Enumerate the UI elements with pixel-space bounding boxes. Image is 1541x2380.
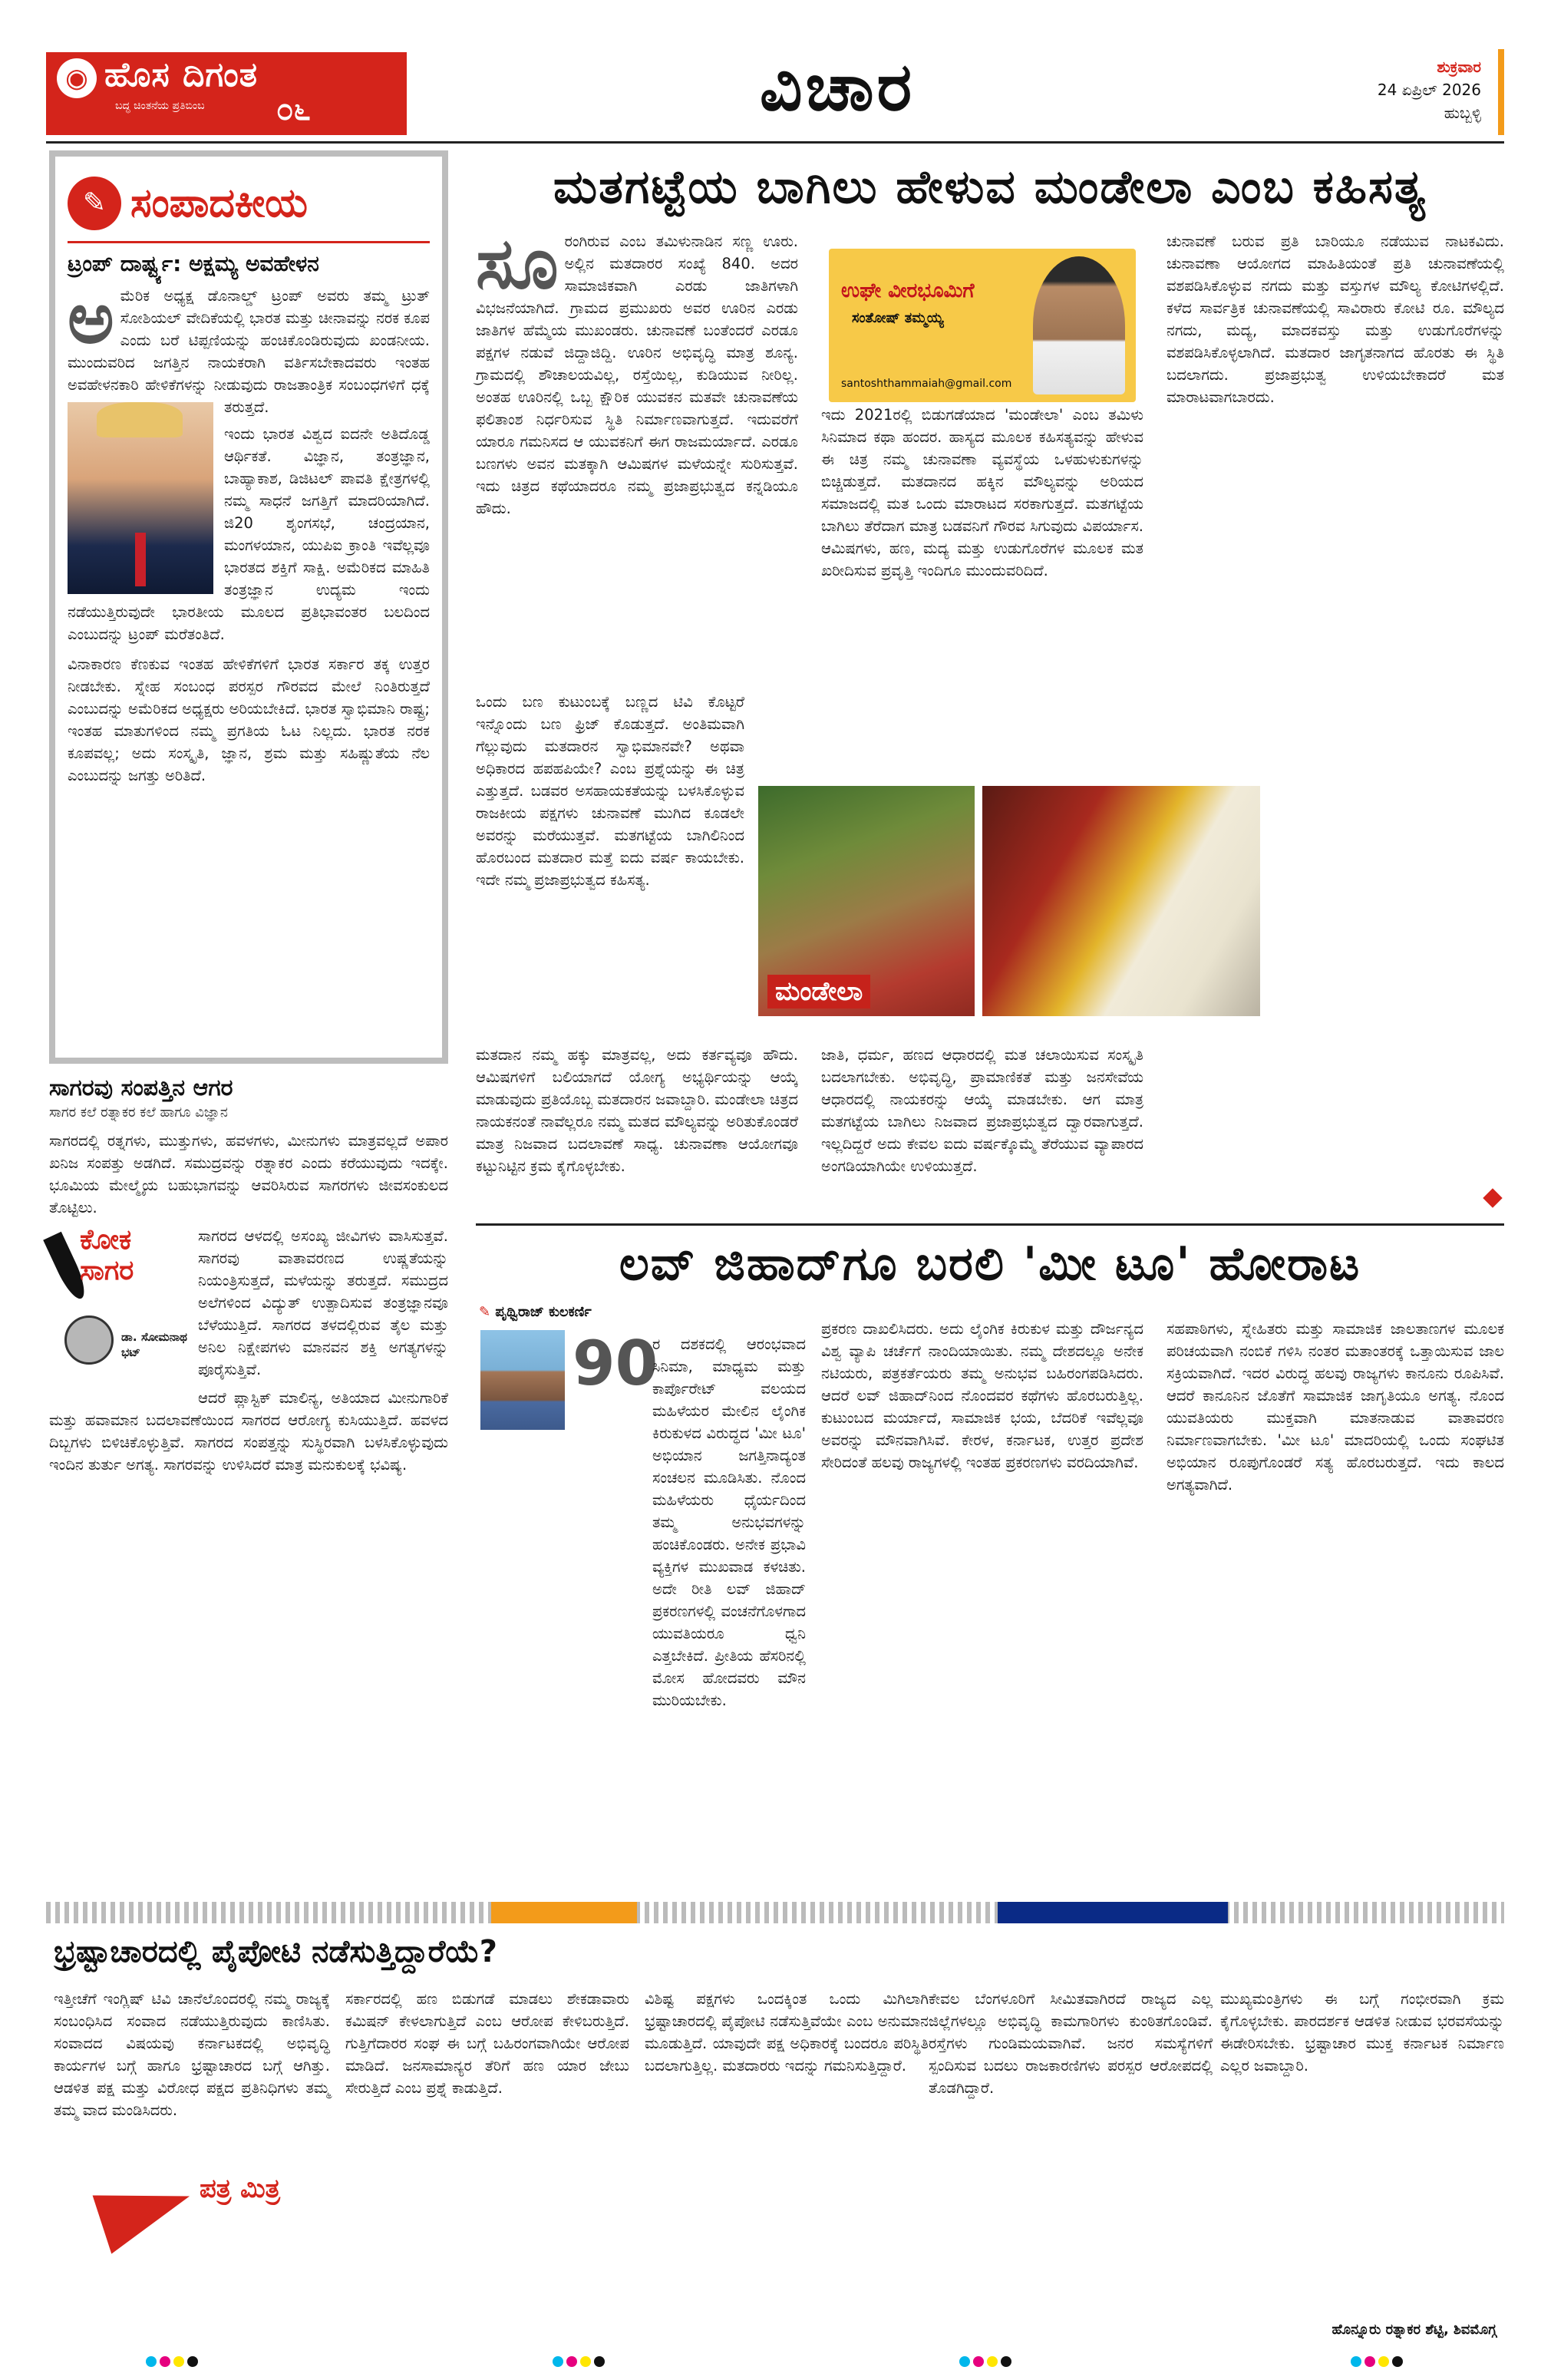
masthead	[46, 49, 1504, 141]
registration-marks-2	[553, 2356, 605, 2367]
article-love-jihad-author: ಪೃಥ್ವಿರಾಜ್ ಕುಲಕರ್ಣಿ	[495, 1304, 592, 1320]
day: ಶುಕ್ರವಾರ	[1437, 58, 1481, 76]
letters-signoff: ಹೊನ್ನೂರು ರತ್ನಾಕರ ಶೆಟ್ಟಿ, ಶಿವಮೊಗ್ಗ	[1331, 2322, 1496, 2338]
paper-plane-icon	[93, 2167, 200, 2253]
editorial-dropcap: ಅ	[68, 277, 114, 359]
letters-text-4: ಕೇವಲ ಬೆಂಗಳೂರಿಗೆ ಸೀಮಿತವಾಗಿರದೆ ರಾಜ್ಯದ ಎಲ್ಲ ಜಿಲ್ಲೆಗಳಲ್ಲೂ ಅಭಿವೃದ್ಧಿ ಕಾಮಗಾರಿಗಳು ಕುಂಠಿತಗೊಂಡಿವೆ. ರಸ್ತೆಗಳು ಗುಂಡಿಮಯವಾಗಿವೆ. ಜನರ ಸಮಸ್ಯೆಗಳಿಗೆ ಸ್ಪಂದಿಸುವ ಬದಲು ರಾಜಕಾರಣಿಗಳು ಪರಸ್ಪರ ಆರೋಪದಲ್ಲಿ ತೊಡಗಿದ್ದಾರೆ.	[929, 1990, 1213, 2097]
article-love-jihad-byline	[479, 1304, 592, 1320]
article-mandela-col-6	[821, 1044, 1143, 1177]
editorial-label	[68, 177, 430, 230]
article-mandela-text-1: ರಂಗಿರುವ ಎಂಬ ತಮಿಳುನಾಡಿನ ಸಣ್ಣ ಊರು. ಅಲ್ಲಿನ ಮತದಾರರ ಸಂಖ್ಯೆ 840. ಅದರ ಸಾಮಾಜಿಕವಾಗಿ ಎರಡು ಜಾತಿಗಳಾಗಿ ವಿಭಜನೆಯಾಗಿದೆ. ಗ್ರಾಮದ ಪ್ರಮುಖರು ಅವರ ಊರಿನ ಎರಡು ಜಾತಿಗಳ ಹೆಮ್ಮೆಯ ಮುಖಂಡರು. ಚುನಾವಣೆ ಬಂತೆಂದರೆ ಎರಡೂ ಪಕ್ಷಗಳ ನಡುವೆ ಜಿದ್ದಾಜಿದ್ದಿ. ಊರಿನ ಅಭಿವೃದ್ಧಿ ಮಾತ್ರ ಶೂನ್ಯ. ಗ್ರಾಮದಲ್ಲಿ ಶೌಚಾಲಯವಿಲ್ಲ, ರಸ್ತೆಯಿಲ್ಲ, ಕುಡಿಯುವ ನೀರಿಲ್ಲ. ಅಂತಹ ಊರಿನಲ್ಲಿ ಒಬ್ಬ ಕ್ಷೌರಿಕ ಯುವಕನ ಮತವೇ ಚುನಾವಣೆಯ ಫಲಿತಾಂಶ ನಿರ್ಧರಿಸುವ ಸ್ಥಿತಿ ನಿರ್ಮಾಣವಾಗುತ್ತದೆ. ಇದುವರೆಗೆ ಯಾರೂ ಗಮನಿಸದ ಆ ಯುವಕನಿಗೆ ಈಗ ರಾಜಮರ್ಯಾದೆ. ಎರಡೂ ಬಣಗಳು ಅವನ ಮತಕ್ಕಾಗಿ ಆಮಿಷಗಳ ಮಳೆಯನ್ನೇ ಸುರಿಸುತ್ತವೆ. ಇದು ಚಿತ್ರದ ಕಥೆಯಾದರೂ ನಮ್ಮ ಪ್ರಜಾಪ್ರಭುತ್ವದ ಕನ್ನಡಿಯೂ ಹೌದು.	[476, 233, 798, 517]
article-love-jihad-dropcap: 90	[573, 1328, 658, 1399]
columnist-name: ಸಂತೋಷ್ ತಮ್ಮಯ್ಯ	[852, 310, 944, 326]
editorial-rule	[68, 241, 430, 243]
article-end-icon	[1483, 1188, 1502, 1207]
side-story-body	[49, 1130, 448, 1476]
date: 24 ಏಪ್ರಿಲ್ 2026	[1377, 81, 1481, 99]
movie-title: ಮಂಡೇಲಾ	[767, 975, 870, 1008]
registration-marks-3	[959, 2356, 1011, 2367]
letters-col-2	[345, 1988, 629, 2099]
patra-mitra-badge	[100, 2164, 292, 2256]
article-mandela-col-4	[476, 691, 744, 891]
patra-mitra-label: ಪತ್ರ ಮಿತ್ರ	[200, 2174, 281, 2204]
letters-text-2: ಸರ್ಕಾರದಲ್ಲಿ ಹಣ ಬಿಡುಗಡೆ ಮಾಡಲು ಶೇಕಡಾವಾರು ಕಮಿಷನ್ ಕೇಳಲಾಗುತ್ತಿದೆ ಎಂಬ ಆರೋಪ ಕೇಳಿಬರುತ್ತಿದೆ. ಗುತ್ತಿಗೆದಾರರ ಸಂಘ ಈ ಬಗ್ಗೆ ಬಹಿರಂಗವಾಗಿಯೇ ಆರೋಪ ಮಾಡಿದೆ. ಜನಸಾಮಾನ್ಯರ ತೆರಿಗೆ ಹಣ ಯಾರ ಜೇಬು ಸೇರುತ್ತಿದೆ ಎಂಬ ಪ್ರಶ್ನೆ ಕಾಡುತ್ತಿದೆ.	[345, 1990, 629, 2097]
side-story-paragraph-1: ಸಾಗರದಲ್ಲಿ ರತ್ನಗಳು, ಮುತ್ತುಗಳು, ಹವಳಗಳು, ಮೀನುಗಳು ಮಾತ್ರವಲ್ಲದೆ ಅಪಾರ ಖನಿಜ ಸಂಪತ್ತು ಅಡಗಿದೆ. ಸಮುದ್ರವನ್ನು ರತ್ನಾಕರ ಎಂದು ಕರೆಯುವುದು ಇದಕ್ಕೇ. ಭೂಮಿಯ ಮೇಲ್ಮೈಯ ಬಹುಭಾಗವನ್ನು ಆವರಿಸಿರುವ ಸಾಗರಗಳು ಜೀವಸಂಕುಲದ ತೊಟ್ಟಿಲು.	[49, 1132, 448, 1216]
article-mandela-dropcap: ಸೂ	[476, 223, 559, 305]
letters-col-3	[645, 1988, 929, 2077]
article-mandela	[476, 150, 1504, 1217]
article-love-jihad-text-2: ಪ್ರಕರಣ ದಾಖಲಿಸಿದರು. ಅದು ಲೈಂಗಿಕ ಕಿರುಕುಳ ಮತ್ತು ದೌರ್ಜನ್ಯದ ವಿಶ್ವ ವ್ಯಾಪಿ ಚರ್ಚೆಗೆ ನಾಂದಿಯಾಯಿತು. ನಮ್ಮ ದೇಶದಲ್ಲೂ ಅನೇಕ ನಟಿಯರು, ಪತ್ರಕರ್ತೆಯರು ತಮ್ಮ ಅನುಭವ ಬಹಿರಂಗಪಡಿಸಿದರು. ಆದರೆ ಲವ್ ಜಿಹಾದ್‌ನಿಂದ ನೊಂದವರ ಕಥೆಗಳು ಹೊರಬರುತ್ತಿಲ್ಲ. ಕುಟುಂಬದ ಮರ್ಯಾದೆ, ಸಾಮಾಜಿಕ ಭಯ, ಬೆದರಿಕೆ ಇವೆಲ್ಲವೂ ಅವರನ್ನು ಮೌನವಾಗಿಸಿವೆ. ಕೇರಳ, ಕರ್ನಾಟಕ, ಉತ್ತರ ಪ್ರದೇಶ ಸೇರಿದಂತೆ ಹಲವು ರಾಜ್ಯಗಳಲ್ಲಿ ಇಂತಹ ಪ್ರಕರಣಗಳು ವರದಿಯಾಗಿವೆ.	[821, 1320, 1143, 1471]
brand-tagline: ಬದ್ಧ ಚಿಂತನೆಯ ಪ್ರತಿಬಿಂಬ	[115, 100, 205, 112]
side-story	[49, 1074, 448, 1888]
article-mandela-text-6: ಜಾತಿ, ಧರ್ಮ, ಹಣದ ಆಧಾರದಲ್ಲಿ ಮತ ಚಲಾಯಿಸುವ ಸಂಸ್ಕೃತಿ ಬದಲಾಗಬೇಕು. ಅಭಿವೃದ್ಧಿ, ಪ್ರಾಮಾಣಿಕತೆ ಮತ್ತು ಜನಸೇವೆಯ ಆಧಾರದಲ್ಲಿ ನಾಯಕರನ್ನು ಆಯ್ಕೆ ಮಾಡಬೇಕು. ಆಗ ಮಾತ್ರ ಮತಗಟ್ಟೆಯ ಬಾಗಿಲು ನಿಜವಾದ ಪ್ರಜಾಪ್ರಭುತ್ವದ ದ್ವಾರವಾಗುತ್ತದೆ. ಇಲ್ಲದಿದ್ದರೆ ಅದು ಕೇವಲ ಐದು ವರ್ಷಕ್ಕೊಮ್ಮೆ ತೆರೆಯುವ ವ್ಯಾಪಾರದ ಅಂಗಡಿಯಾಗಿಯೇ ಉಳಿಯುತ್ತದೆ.	[821, 1046, 1143, 1175]
letters-col-4	[929, 1988, 1213, 2099]
editorial-paragraph-1: ಮೆರಿಕ ಅಧ್ಯಕ್ಷ ಡೊನಾಲ್ಡ್ ಟ್ರಂಪ್ ಅವರು ತಮ್ಮ ಟ್ರುತ್ ಸೋಶಿಯಲ್ ವೇದಿಕೆಯಲ್ಲಿ ಭಾರತ ಮತ್ತು ಚೀನಾವನ್ನು ನರಕ ಕೂಪ ಎಂದು ಬರೆ ಟಿಪ್ಪಣಿಯನ್ನು ಹಂಚಿಕೊಂಡಿರುವುದು ಖಂಡನೀಯ. ಮುಂದುವರಿದ ಜಗತ್ತಿನ ನಾಯಕರಾಗಿ ವರ್ತಿಸಬೇಕಾದವರು ಇಂತಹ ಅವಹೇಳನಕಾರಿ ಹೇಳಿಕೆಗಳನ್ನು ನೀಡುವುದು ರಾಜತಾಂತ್ರಿಕ ಸಂಬಂಧಗಳಿಗೆ ಧಕ್ಕೆ ತರುತ್ತದೆ.	[68, 287, 430, 416]
column-badge	[49, 1225, 187, 1386]
movie-poster-photo	[758, 786, 975, 1016]
article-love-jihad	[476, 1223, 1504, 1883]
side-story-paragraph-2: ಸಾಗರದ ಆಳದಲ್ಲಿ ಅಸಂಖ್ಯ ಜೀವಿಗಳು ವಾಸಿಸುತ್ತವೆ. ಸಾಗರವು ವಾತಾವರಣದ ಉಷ್ಣತೆಯನ್ನು ನಿಯಂತ್ರಿಸುತ್ತದೆ, ಮಳೆಯನ್ನು ತರುತ್ತದೆ. ಸಮುದ್ರದ ಅಲೆಗಳಿಂದ ವಿದ್ಯುತ್ ಉತ್ಪಾದಿಸುವ ತಂತ್ರಜ್ಞಾನವೂ ಬೆಳೆಯುತ್ತಿದೆ. ಸಾಗರದ ತಳದಲ್ಲಿರುವ ತೈಲ ಮತ್ತು ಅನಿಲ ನಿಕ್ಷೇಪಗಳು ಮಾನವನ ಶಕ್ತಿ ಅಗತ್ಯಗಳನ್ನು ಪೂರೈಸುತ್ತಿವೆ.	[198, 1227, 448, 1378]
article-love-jihad-col-3	[1166, 1318, 1504, 1496]
letters-text-1: ಇತ್ತೀಚೆಗೆ ಇಂಗ್ಲಿಷ್ ಟಿವಿ ಚಾನೆಲೊಂದರಲ್ಲಿ ನಮ್ಮ ರಾಜ್ಯಕ್ಕೆ ಸಂಬಂಧಿಸಿದ ಸಂವಾದ ನಡೆಯುತ್ತಿರುವುದು ಕಾಣಿಸಿತು. ಸಂವಾದದ ವಿಷಯವು ಕರ್ನಾಟಕದಲ್ಲಿ ಅಭಿವೃದ್ಧಿ ಕಾರ್ಯಗಳ ಬಗ್ಗೆ ಹಾಗೂ ಭ್ರಷ್ಟಾಚಾರದ ಬಗ್ಗೆ ಆಗಿತ್ತು. ಆಡಳಿತ ಪಕ್ಷ ಮತ್ತು ವಿರೋಧ ಪಕ್ಷದ ಪ್ರತಿನಿಧಿಗಳು ತಮ್ಮ ತಮ್ಮ ವಾದ ಮಂಡಿಸಿದರು.	[54, 1990, 330, 2119]
article-love-jihad-text-3: ಸಹಪಾಠಿಗಳು, ಸ್ನೇಹಿತರು ಮತ್ತು ಸಾಮಾಜಿಕ ಜಾಲತಾಣಗಳ ಮೂಲಕ ಪರಿಚಯವಾಗಿ ನಂಬಿಕೆ ಗಳಿಸಿ ನಂತರ ಮತಾಂತರಕ್ಕೆ ಒತ್ತಾಯಿಸುವ ಜಾಲ ಸಕ್ರಿಯವಾಗಿದೆ. ಇದರ ವಿರುದ್ಧ ಹಲವು ರಾಜ್ಯಗಳು ಕಾನೂನು ರೂಪಿಸಿವೆ. ಆದರೆ ಕಾನೂನಿನ ಜೊತೆಗೆ ಸಾಮಾಜಿಕ ಜಾಗೃತಿಯೂ ಅಗತ್ಯ. ನೊಂದ ಯುವತಿಯರು ಮುಕ್ತವಾಗಿ ಮಾತನಾಡುವ ವಾತಾವರಣ ನಿರ್ಮಾಣವಾಗಬೇಕು. 'ಮೀ ಟೂ' ಮಾದರಿಯಲ್ಲಿ ಒಂದು ಸಂಘಟಿತ ಅಭಿಯಾನ ರೂಪುಗೊಂಡರೆ ಸತ್ಯ ಹೊರಬರುತ್ತದೆ. ಇದು ಕಾಲದ ಅಗತ್ಯವಾಗಿದೆ.	[1166, 1320, 1504, 1494]
columnist-box	[829, 249, 1136, 402]
side-story-subhead: ಸಾಗರ ಕಲೆ ರತ್ನಾಕರ ಕಲೆ ಹಾಗೂ ವಿಜ್ಞಾನ	[49, 1104, 228, 1121]
side-story-headline: ಸಾಗರವು ಸಂಪತ್ತಿನ ಆಗರ	[49, 1074, 233, 1101]
divider-orange-segment	[491, 1902, 637, 1923]
masthead-divider	[46, 141, 1504, 144]
editorial-label-text: ಸಂಪಾದಕೀಯ	[130, 180, 308, 226]
registration-marks-1	[146, 2356, 198, 2367]
column-badge-title: ಕೋಕ ಸಾಗರ	[80, 1224, 134, 1286]
article-love-jihad-col-1a	[652, 1333, 806, 1712]
brand-name: ಹೊಸ ದಿಗಂತ	[104, 55, 259, 94]
editorial-paragraph-2: ಇಂದು ಭಾರತ ವಿಶ್ವದ ಐದನೇ ಅತಿದೊಡ್ಡ ಆರ್ಥಿಕತೆ. ವಿಜ್ಞಾನ, ತಂತ್ರಜ್ಞಾನ, ಬಾಹ್ಯಾಕಾಶ, ಡಿಜಿಟಲ್ ಪಾವತಿ ಕ್ಷೇತ್ರಗಳಲ್ಲಿ ನಮ್ಮ ಸಾಧನೆ ಜಗತ್ತಿಗೆ ಮಾದರಿಯಾಗಿದೆ. ಜಿ20 ಶೃಂಗಸಭೆ, ಚಂದ್ರಯಾನ, ಮಂಗಳಯಾನ, ಯುಪಿಐ ಕ್ರಾಂತಿ ಇವೆಲ್ಲವೂ ಭಾರತದ ಶಕ್ತಿಗೆ ಸಾಕ್ಷಿ. ಅಮೆರಿಕದ ಮಾಹಿತಿ ತಂತ್ರಜ್ಞಾನ ಉದ್ಯಮ ಇಂದು ನಡೆಯುತ್ತಿರುವುದೇ ಭಾರತೀಯ ಮೂಲದ ಪ್ರತಿಭಾವಂತರ ಬಲದಿಂದ ಎಂಬುದನ್ನು ಟ್ರಂಪ್ ಮರೆತಂತಿದೆ.	[68, 425, 430, 643]
campaign-cans-photo	[982, 786, 1260, 1016]
letters-section	[46, 1934, 1504, 2349]
page-number: ೦೬	[276, 92, 311, 127]
letters-text-3: ವಿಶಿಷ್ಟ ಪಕ್ಷಗಳು ಒಂದಕ್ಕಿಂತ ಒಂದು ಮಿಗಿಲಾಗಿ ಭ್ರಷ್ಟಾಚಾರದಲ್ಲಿ ಪೈಪೋಟಿ ನಡೆಸುತ್ತಿವೆಯೇ ಎಂಬ ಅನುಮಾನ ಮೂಡುತ್ತಿದೆ. ಯಾವುದೇ ಪಕ್ಷ ಅಧಿಕಾರಕ್ಕೆ ಬಂದರೂ ಪರಿಸ್ಥಿತಿ ಬದಲಾಗುತ್ತಿಲ್ಲ. ಮತದಾರರು ಇದನ್ನು ಗಮನಿಸುತ್ತಿದ್ದಾರೆ.	[645, 1990, 929, 2075]
orange-accent-bar	[1498, 49, 1504, 135]
divider-navy-segment	[998, 1902, 1228, 1923]
article-mandela-text-5: ಮತದಾನ ನಮ್ಮ ಹಕ್ಕು ಮಾತ್ರವಲ್ಲ, ಅದು ಕರ್ತವ್ಯವೂ ಹೌದು. ಆಮಿಷಗಳಿಗೆ ಬಲಿಯಾಗದೆ ಯೋಗ್ಯ ಅಭ್ಯರ್ಥಿಯನ್ನು ಆಯ್ಕೆ ಮಾಡುವುದು ಪ್ರತಿಯೊಬ್ಬ ಮತದಾರನ ಜವಾಬ್ದಾರಿ. ಮಂಡೇಲಾ ಚಿತ್ರದ ನಾಯಕನಂತೆ ನಾವೆಲ್ಲರೂ ನಮ್ಮ ಮತದ ಮೌಲ್ಯವನ್ನು ಅರಿತುಕೊಂಡರೆ ಮಾತ್ರ ನಿಜವಾದ ಬದಲಾವಣೆ ಸಾಧ್ಯ. ಚುನಾವಣಾ ಆಯೋಗವೂ ಕಟ್ಟುನಿಟ್ಟಿನ ಕ್ರಮ ಕೈಗೊಳ್ಳಬೇಕು.	[476, 1046, 798, 1175]
section-title: ವಿಚಾರ	[760, 49, 916, 126]
article-mandela-col-1	[476, 223, 798, 520]
letters-text-5: ಮುಖ್ಯಮಂತ್ರಿಗಳು ಈ ಬಗ್ಗೆ ಗಂಭೀರವಾಗಿ ಕ್ರಮ ಕೈಗೊಳ್ಳಬೇಕು. ಪಾರದರ್ಶಕ ಆಡಳಿತ ನೀಡುವ ಭರವಸೆಯನ್ನು ಈಡೇರಿಸಬೇಕು. ಭ್ರಷ್ಟಾಚಾರ ಮುಕ್ತ ಕರ್ನಾಟಕ ನಿರ್ಮಾಣ ಎಲ್ಲರ ಜವಾಬ್ದಾರಿ.	[1220, 1990, 1504, 2075]
article-mandela-text-4: ಒಂದು ಬಣ ಕುಟುಂಬಕ್ಕೆ ಬಣ್ಣದ ಟಿವಿ ಕೊಟ್ಟರೆ ಇನ್ನೊಂದು ಬಣ ಫ್ರಿಜ್ ಕೊಡುತ್ತದೆ. ಅಂತಿಮವಾಗಿ ಗೆಲ್ಲುವುದು ಮತದಾರನ ಸ್ವಾಭಿಮಾನವೇ? ಅಥವಾ ಅಧಿಕಾರದ ಹಪಹಪಿಯೇ? ಎಂಬ ಪ್ರಶ್ನೆಯನ್ನು ಈ ಚಿತ್ರ ಎತ್ತುತ್ತದೆ. ಬಡವರ ಅಸಹಾಯಕತೆಯನ್ನು ಬಳಸಿಕೊಳ್ಳುವ ರಾಜಕೀಯ ಪಕ್ಷಗಳು ಚುನಾವಣೆ ಮುಗಿದ ಕೂಡಲೇ ಅವರನ್ನು ಮರೆಯುತ್ತವೆ. ಮತಗಟ್ಟೆಯ ಬಾಗಿಲಿನಿಂದ ಹೊರಬಂದ ಮತದಾರ ಮತ್ತೆ ಐದು ವರ್ಷ ಕಾಯಬೇಕು. ಇದೇ ನಮ್ಮ ಪ್ರಜಾಪ್ರಭುತ್ವದ ಕಹಿಸತ್ಯ.	[476, 693, 744, 889]
section-divider	[46, 1902, 1504, 1923]
city: ಹುಬ್ಬಳ್ಳಿ	[1444, 104, 1481, 122]
letters-col-1	[54, 1988, 330, 2121]
editorial-paragraph-3: ವಿನಾಕಾರಣ ಕೆಣಕುವ ಇಂತಹ ಹೇಳಿಕೆಗಳಿಗೆ ಭಾರತ ಸರ್ಕಾರ ತಕ್ಕ ಉತ್ತರ ನೀಡಬೇಕು. ಸ್ನೇಹ ಸಂಬಂಧ ಪರಸ್ಪರ ಗೌರವದ ಮೇಲೆ ನಿಂತಿರುತ್ತದೆ ಎಂಬುದನ್ನು ಅಮೆರಿಕದ ಅಧ್ಯಕ್ಷರು ಅರಿಯಬೇಕಿದೆ. ಭಾರತ ಸ್ವಾಭಿಮಾನಿ ರಾಷ್ಟ್ರ; ಇಂತಹ ಮಾತುಗಳಿಂದ ನಮ್ಮ ಪ್ರಗತಿಯ ಓಟ ನಿಲ್ಲದು. ಭಾರತ ನರಕ ಕೂಪವಲ್ಲ; ಅದು ಸಂಸ್ಕೃತಿ, ಜ್ಞಾನ, ಶ್ರಮ ಮತ್ತು ಸಹಿಷ್ಣುತೆಯ ನೆಲ ಎಂಬುದನ್ನು ಜಗತ್ತು ಅರಿತಿದೆ.	[68, 655, 430, 784]
editorial-box	[49, 150, 448, 1064]
article-love-jihad-headline: ಲವ್ ಜಿಹಾದ್‌ಗೂ ಬರಲಿ 'ಮೀ ಟೂ' ಹೋರಾಟ	[619, 1237, 1361, 1291]
author-avatar	[64, 1315, 114, 1365]
article-love-jihad-text-1: ರ ದಶಕದಲ್ಲಿ ಆರಂಭವಾದ ಸಿನಿಮಾ, ಮಾಧ್ಯಮ ಮತ್ತು ಕಾರ್ಪೊರೇಟ್ ವಲಯದ ಮಹಿಳೆಯರ ಮೇಲಿನ ಲೈಂಗಿಕ ಕಿರುಕುಳದ ವಿರುದ್ಧದ 'ಮೀ ಟೂ' ಅಭಿಯಾನ ಜಗತ್ತಿನಾದ್ಯಂತ ಸಂಚಲನ ಮೂಡಿಸಿತು. ನೊಂದ ಮಹಿಳೆಯರು ಧೈರ್ಯದಿಂದ ತಮ್ಮ ಅನುಭವಗಳನ್ನು ಹಂಚಿಕೊಂಡರು. ಅನೇಕ ಪ್ರಭಾವಿ ವ್ಯಕ್ತಿಗಳ ಮುಖವಾಡ ಕಳಚಿತು. ಅದೇ ರೀತಿ ಲವ್ ಜಿಹಾದ್ ಪ್ರಕರಣಗಳಲ್ಲಿ ವಂಚನೆಗೊಳಗಾದ ಯುವತಿಯರೂ ಧ್ವನಿ ಎತ್ತಬೇಕಿದೆ. ಪ್ರೀತಿಯ ಹೆಸರಿನಲ್ಲಿ ಮೋಸ ಹೋದವರು ಮೌನ ಮುರಿಯಬೇಕು.	[652, 1335, 806, 1709]
article-love-jihad-col-2	[821, 1318, 1143, 1474]
trump-photo	[68, 402, 213, 594]
editorial-body	[68, 277, 430, 787]
article-mandela-col-5	[476, 1044, 798, 1177]
brand-logo	[46, 52, 407, 135]
column-author: ಡಾ. ಸೋಮನಾಥ ಭಟ್	[121, 1330, 187, 1359]
editorial-headline: ಟ್ರಂಪ್ ದಾರ್ಷ್ಟ್ಯ: ಅಕ್ಷಮ್ಯ ಅವಹೇಳನ	[68, 251, 319, 276]
article-mandela-text-2: ಇದು 2021ರಲ್ಲಿ ಬಿಡುಗಡೆಯಾದ 'ಮಂಡೇಲಾ' ಎಂಬ ತಮಿಳು ಸಿನಿಮಾದ ಕಥಾ ಹಂದರ. ಹಾಸ್ಯದ ಮೂಲಕ ಕಹಿಸತ್ಯವನ್ನು ಹೇಳುವ ಈ ಚಿತ್ರ ನಮ್ಮ ಚುನಾವಣಾ ವ್ಯವಸ್ಥೆಯ ಒಳಹುಳುಕುಗಳನ್ನು ಬಿಚ್ಚಿಡುತ್ತದೆ. ಮತದಾನದ ಹಕ್ಕಿನ ಮೌಲ್ಯವನ್ನು ಅರಿಯದ ಸಮಾಜದಲ್ಲಿ ಮತ ಒಂದು ಮಾರಾಟದ ಸರಕಾಗುತ್ತದೆ. ಮತಗಟ್ಟೆಯ ಬಾಗಿಲು ತೆರೆದಾಗ ಮಾತ್ರ ಬಡವನಿಗೆ ಗೌರವ ಸಿಗುವುದು ವಿಪರ್ಯಾಸ. ಆಮಿಷಗಳು, ಹಣ, ಮದ್ಯ ಮತ್ತು ಉಡುಗೊರೆಗಳ ಮೂಲಕ ಮತ ಖರೀದಿಸುವ ಪ್ರವೃತ್ತಿ ಇಂದಿಗೂ ಮುಂದುವರಿದಿದೆ.	[821, 406, 1143, 579]
column-name: ಉಘೇ ವೀರಭೂಮಿಗೆ	[841, 279, 975, 302]
pen-icon: ✎	[479, 1304, 491, 1320]
article-mandela-headline: ಮತಗಟ್ಟೆಯ ಬಾಗಿಲು ಹೇಳುವ ಮಂಡೇಲಾ ಎಂಬ ಕಹಿಸತ್ಯ	[553, 160, 1427, 214]
letters-headline: ಭ್ರಷ್ಟಾಚಾರದಲ್ಲಿ ಪೈಪೋಟಿ ನಡೆಸುತ್ತಿದ್ದಾರೆಯೆ?	[54, 1934, 497, 1969]
author-photo	[480, 1330, 565, 1430]
article-mandela-col-3	[1166, 230, 1504, 408]
brand-emblem-icon: ◉	[57, 58, 97, 98]
side-story-paragraph-3: ಆದರೆ ಪ್ಲಾಸ್ಟಿಕ್ ಮಾಲಿನ್ಯ, ಅತಿಯಾದ ಮೀನುಗಾರಿಕೆ ಮತ್ತು ಹವಾಮಾನ ಬದಲಾವಣೆಯಿಂದ ಸಾಗರದ ಆರೋಗ್ಯ ಕುಸಿಯುತ್ತಿದೆ. ಹವಳದ ದಿಬ್ಬಗಳು ಬಿಳಿಚಿಕೊಳ್ಳುತ್ತಿವೆ. ಸಾಗರದ ಸಂಪತ್ತನ್ನು ಸುಸ್ಥಿರವಾಗಿ ಬಳಸಿಕೊಳ್ಳುವುದು ಇಂದಿನ ತುರ್ತು ಅಗತ್ಯ. ಸಾಗರವನ್ನು ಉಳಿಸಿದರೆ ಮಾತ್ರ ಮನುಕುಲಕ್ಕೆ ಭವಿಷ್ಯ.	[49, 1389, 448, 1474]
article-mandela-text-3: ಚುನಾವಣೆ ಬರುವ ಪ್ರತಿ ಬಾರಿಯೂ ನಡೆಯುವ ನಾಟಕವಿದು. ಚುನಾವಣಾ ಆಯೋಗದ ಮಾಹಿತಿಯಂತೆ ಪ್ರತಿ ಚುನಾವಣೆಯಲ್ಲಿ ವಶಪಡಿಸಿಕೊಳ್ಳುವ ನಗದು ಮತ್ತು ವಸ್ತುಗಳ ಮೌಲ್ಯ ಕೋಟಿಗಳಲ್ಲಿದೆ. ಕಳೆದ ಸಾರ್ವತ್ರಿಕ ಚುನಾವಣೆಯಲ್ಲಿ ಸಾವಿರಾರು ಕೋಟಿ ರೂ. ಮೌಲ್ಯದ ನಗದು, ಮದ್ಯ, ಮಾದಕವಸ್ತು ಮತ್ತು ಉಡುಗೊರೆಗಳನ್ನು ವಶಪಡಿಸಿಕೊಳ್ಳಲಾಗಿದೆ. ಮತದಾರ ಜಾಗೃತನಾಗದ ಹೊರತು ಈ ಸ್ಥಿತಿ ಬದಲಾಗದು. ಪ್ರಜಾಪ್ರಭುತ್ವ ಉಳಿಯಬೇಕಾದರೆ ಮತ ಮಾರಾಟವಾಗಬಾರದು.	[1166, 233, 1505, 406]
columnist-email: santoshthammaiah@gmail.com	[841, 378, 1012, 390]
letters-col-5	[1220, 1988, 1504, 2077]
columnist-photo	[1033, 256, 1125, 394]
article-mandela-col-2	[821, 404, 1143, 582]
registration-marks-4	[1351, 2356, 1403, 2367]
dateline	[1378, 55, 1481, 124]
editorial-emblem-icon: ✎	[68, 177, 121, 230]
